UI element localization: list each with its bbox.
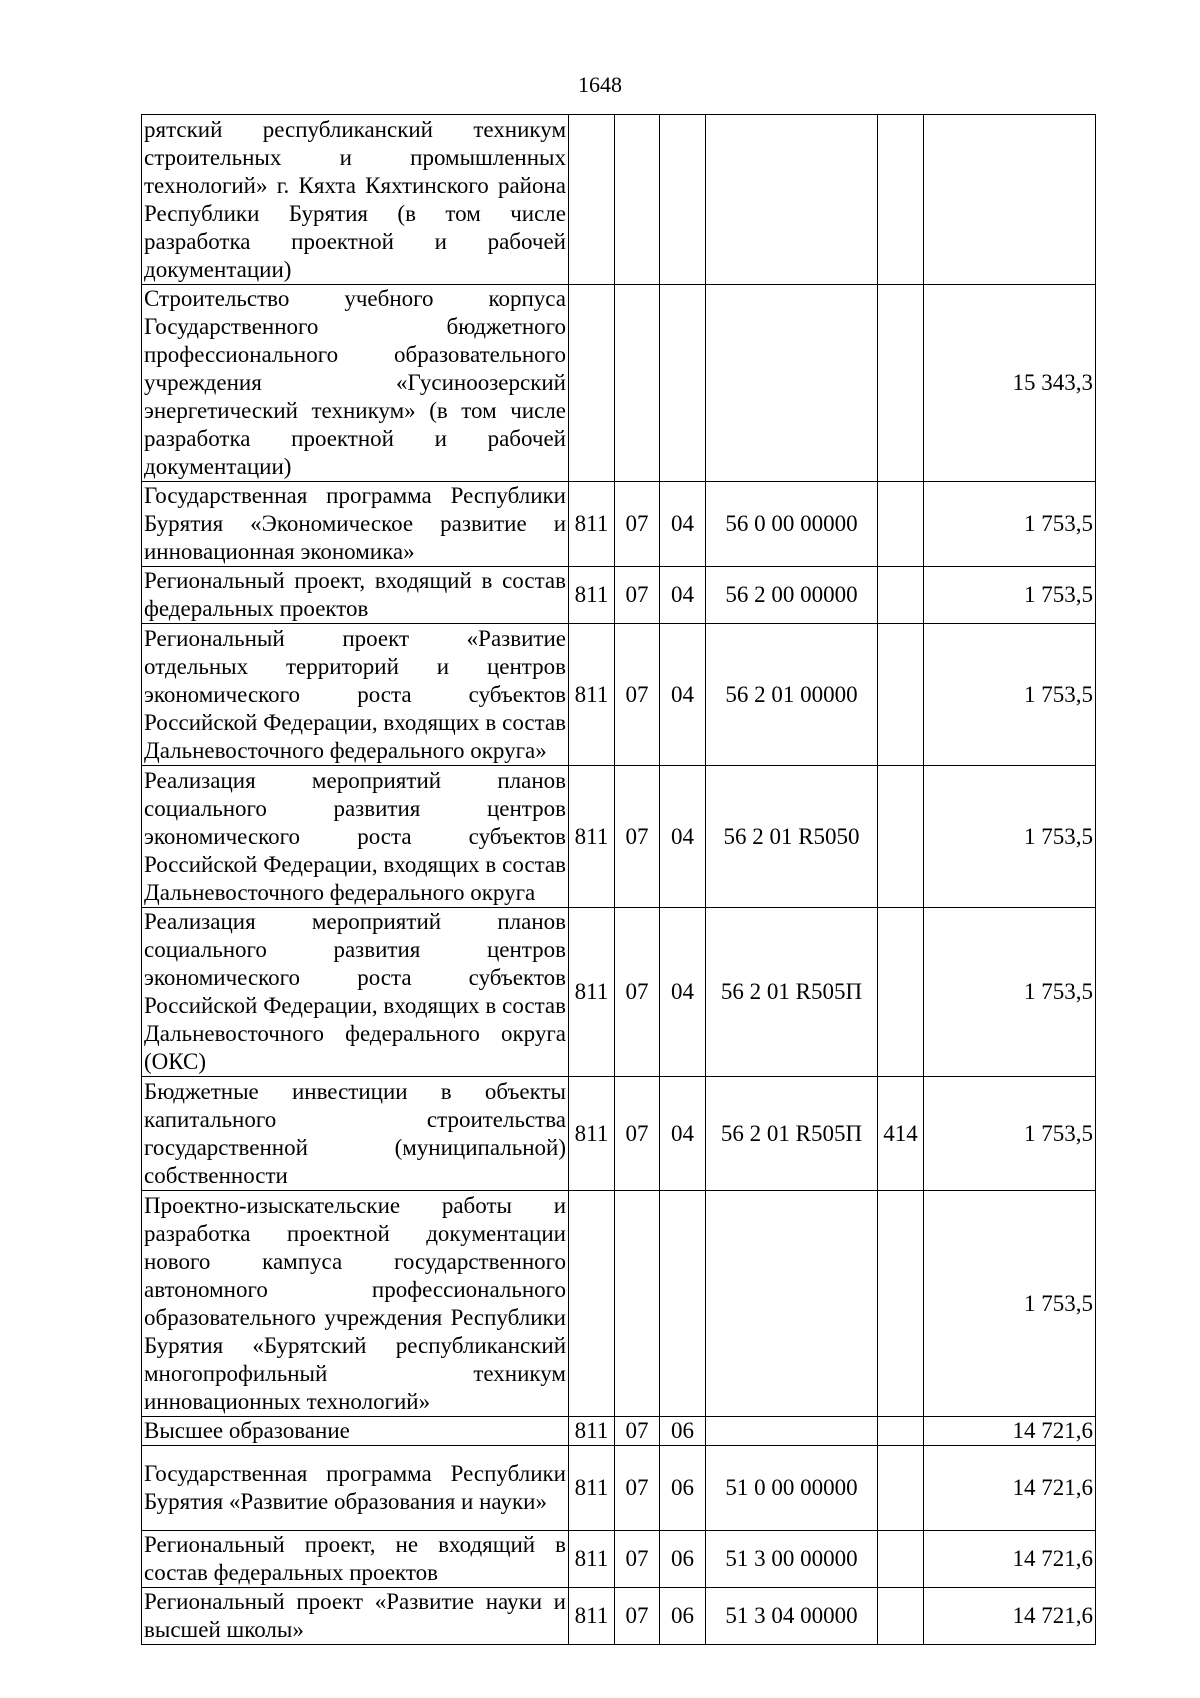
row-name: Реализация мероприятий планов социального развития центров экономического роста субъектов Российской Федерации, входящих в состав Дальневосточного федерального округа (ОКС) [142, 908, 569, 1077]
row-ved: 811 [569, 482, 615, 567]
row-vr [878, 1446, 924, 1531]
row-pr: 04 [660, 482, 706, 567]
table-body [142, 115, 1096, 1645]
row-rz: 07 [615, 624, 660, 766]
row-csr: 56 0 00 00000 [706, 482, 878, 567]
row-sum: 1 753,5 [924, 908, 1096, 1077]
row-rz: 07 [615, 567, 660, 624]
row-rz [615, 285, 660, 482]
row-sum: 14 721,6 [924, 1446, 1096, 1531]
table-row [142, 482, 1096, 567]
table-row [142, 1588, 1096, 1645]
row-vr [878, 1417, 924, 1446]
row-pr [660, 1191, 706, 1417]
table-row [142, 567, 1096, 624]
row-ved: 811 [569, 1077, 615, 1191]
row-ved: 811 [569, 567, 615, 624]
table-row [142, 115, 1096, 285]
row-vr [878, 567, 924, 624]
row-rz [615, 115, 660, 285]
row-pr: 06 [660, 1531, 706, 1588]
table-row [142, 285, 1096, 482]
row-name: Государственная программа Республики Бурятия «Экономическое развитие и инновационная экономика» [142, 482, 569, 567]
row-pr: 04 [660, 1077, 706, 1191]
table-row [142, 1191, 1096, 1417]
row-vr [878, 766, 924, 908]
row-vr [878, 1588, 924, 1645]
row-name: Высшее образование [142, 1417, 569, 1446]
row-csr: 56 2 01 R5050 [706, 766, 878, 908]
row-ved [569, 115, 615, 285]
row-csr [706, 115, 878, 285]
row-rz: 07 [615, 1446, 660, 1531]
row-name: Реализация мероприятий планов социального развития центров экономического роста субъектов Российской Федерации, входящих в состав Дальневосточного федерального округа [142, 766, 569, 908]
table-row [142, 1077, 1096, 1191]
table-row [142, 624, 1096, 766]
row-sum: 14 721,6 [924, 1588, 1096, 1645]
row-rz: 07 [615, 1417, 660, 1446]
row-pr: 06 [660, 1588, 706, 1645]
row-csr: 51 3 04 00000 [706, 1588, 878, 1645]
row-vr [878, 482, 924, 567]
table-row [142, 1446, 1096, 1531]
row-rz: 07 [615, 908, 660, 1077]
row-vr: 414 [878, 1077, 924, 1191]
row-ved: 811 [569, 1588, 615, 1645]
row-csr: 56 2 00 00000 [706, 567, 878, 624]
row-rz [615, 1191, 660, 1417]
row-rz: 07 [615, 1588, 660, 1645]
row-csr: 56 2 01 00000 [706, 624, 878, 766]
row-vr [878, 1531, 924, 1588]
row-csr: 51 0 00 00000 [706, 1446, 878, 1531]
row-pr: 04 [660, 908, 706, 1077]
row-rz: 07 [615, 1077, 660, 1191]
row-vr [878, 1191, 924, 1417]
row-ved: 811 [569, 1417, 615, 1446]
row-csr: 56 2 01 R505П [706, 908, 878, 1077]
row-sum: 1 753,5 [924, 482, 1096, 567]
row-ved: 811 [569, 1531, 615, 1588]
row-sum: 14 721,6 [924, 1417, 1096, 1446]
row-vr [878, 115, 924, 285]
row-pr [660, 115, 706, 285]
row-pr: 06 [660, 1446, 706, 1531]
row-sum [924, 115, 1096, 285]
row-rz: 07 [615, 1531, 660, 1588]
table-row [142, 1417, 1096, 1446]
row-name: Региональный проект «Развитие науки и высшей школы» [142, 1588, 569, 1645]
row-sum: 1 753,5 [924, 567, 1096, 624]
row-name: Проектно-изыскательские работы и разработка проектной документации нового кампуса государственного автономного профессионального образовательного учреждения Республики Бурятия «Бурятский республиканский многопрофильный техникум инновационных технологий» [142, 1191, 569, 1417]
row-ved: 811 [569, 908, 615, 1077]
row-csr [706, 1417, 878, 1446]
row-sum: 14 721,6 [924, 1531, 1096, 1588]
row-csr [706, 1191, 878, 1417]
row-sum: 1 753,5 [924, 624, 1096, 766]
row-vr [878, 624, 924, 766]
row-ved [569, 285, 615, 482]
table-row [142, 908, 1096, 1077]
row-csr [706, 285, 878, 482]
row-ved: 811 [569, 766, 615, 908]
row-pr: 04 [660, 766, 706, 908]
row-pr: 04 [660, 567, 706, 624]
row-name: Региональный проект, входящий в состав федеральных проектов [142, 567, 569, 624]
row-name: Строительство учебного корпуса Государственного бюджетного профессионального образовательного учреждения «Гусиноозерский энергетический техникум» (в том числе разработка проектной и рабочей документации) [142, 285, 569, 482]
row-sum: 15 343,3 [924, 285, 1096, 482]
row-sum: 1 753,5 [924, 766, 1096, 908]
row-ved [569, 1191, 615, 1417]
row-name: Государственная программа Республики Бурятия «Развитие образования и науки» [142, 1446, 569, 1531]
row-pr: 04 [660, 624, 706, 766]
row-name: рятский республиканский техникум строительных и промышленных технологий» г. Кяхта Кяхтинского района Республики Бурятия (в том числе разработка проектной и рабочей документации) [142, 115, 569, 285]
row-pr: 06 [660, 1417, 706, 1446]
row-ved: 811 [569, 624, 615, 766]
row-name: Региональный проект, не входящий в состав федеральных проектов [142, 1531, 569, 1588]
row-vr [878, 285, 924, 482]
row-rz: 07 [615, 766, 660, 908]
table-row [142, 766, 1096, 908]
row-pr [660, 285, 706, 482]
row-vr [878, 908, 924, 1077]
row-csr: 56 2 01 R505П [706, 1077, 878, 1191]
row-rz: 07 [615, 482, 660, 567]
row-sum: 1 753,5 [924, 1077, 1096, 1191]
budget-table [141, 114, 1096, 1645]
row-name: Региональный проект «Развитие отдельных территорий и центров экономического роста субъектов Российской Федерации, входящих в состав Дальневосточного федерального округа» [142, 624, 569, 766]
row-csr: 51 3 00 00000 [706, 1531, 878, 1588]
table-row [142, 1531, 1096, 1588]
row-ved: 811 [569, 1446, 615, 1531]
row-name: Бюджетные инвестиции в объекты капитального строительства государственной (муниципальной) собственности [142, 1077, 569, 1191]
row-sum: 1 753,5 [924, 1191, 1096, 1417]
page-number: 1648 [578, 72, 622, 97]
